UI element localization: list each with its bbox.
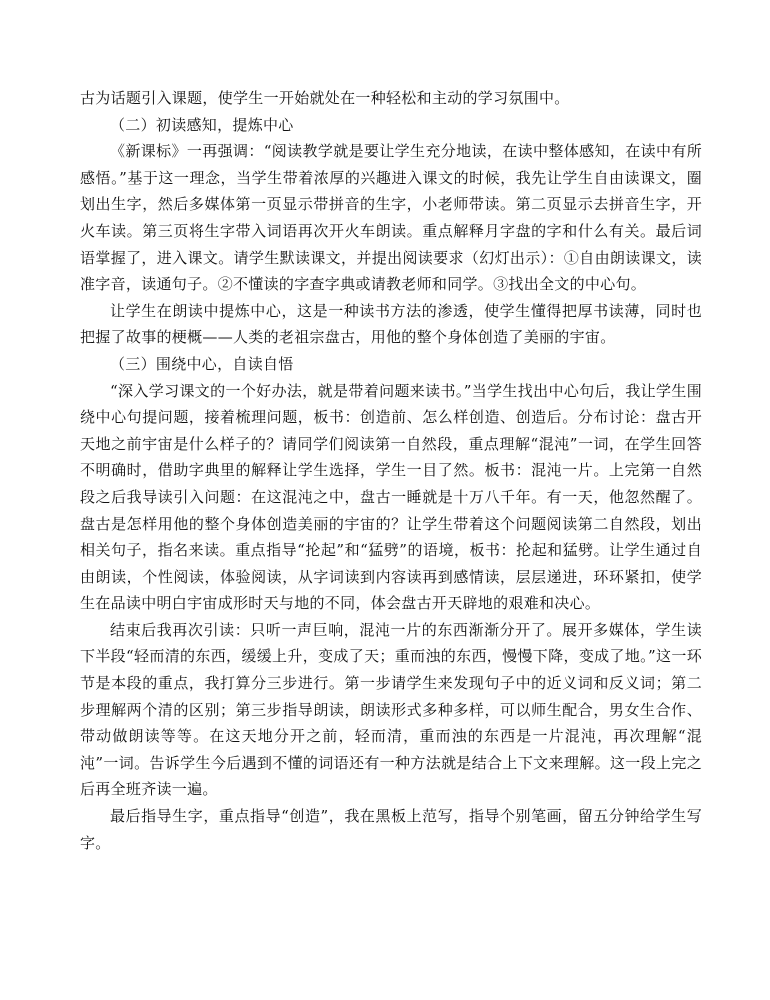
- paragraph-extract-center: 让学生在朗读中提炼中心，这是一种读书方法的渗透，使学生懂得把厚书读薄，同时也把握了故事的梗概——人类的老祖宗盘古，用他的整个身体创造了美丽的宇宙。: [80, 301, 702, 347]
- paragraph-deep-learning: “深入学习课文的一个好办法，就是带着问题来读书。”当学生找出中心句后，我让学生围绕中心句提问题，接着梳理问题，板书：创造前、怎么样创造、创造后。分布讨论：盘古开天地之前宇宙是什么样子的？请同学们阅读第一自然段，重点理解“混沌”一词，在学生回答不明确时，借助字典里的解释让学生选择，学生一目了然。板书：混沌一片。上完第一自然段之后我导读引入问题：在这混沌之中，盘古一睡就是十万八千年。有一天，他忽然醒了。盘古是怎样用他的整个身体创造美丽的宇宙的？让学生带着这个问题阅读第二自然段，划出相关句子，指名来读。重点指导“抡起”和“猛劈”的语境，板书：抡起和猛劈。让学生通过自由朗读，个性阅读，体验阅读，从字词读到内容读再到感情读，层层递进，环环紧扣，使学生在品读中明白宇宙成形时天与地的不同，体会盘古开天辟地的艰难和决心。: [80, 381, 702, 613]
- section-heading-2: （二）初读感知，提炼中心: [110, 115, 294, 134]
- paragraph-character-writing: 最后指导生字，重点指导“创造”，我在黑板上范写，指导个别笔画，留五分钟给学生写字。: [80, 807, 702, 852]
- document-page: [80, 85, 702, 856]
- paragraph-new-curriculum: 《新课标》一再强调：“阅读教学就是要让学生充分地读，在读中整体感知，在读中有所感悟。”基于这一理念，当学生带着浓厚的兴趣进入课文的时候，我先让学生自由读课文，圈划出生字，然后多媒体第一页显示带拼音的生字，小老师带读。第二页显示去拼音生字，开火车读。第三页将生字带入词语再次开火车朗读。重点解释月字盘的字和什么有关。最后词语掌握了，进入课文。请学生默读课文，并提出阅读要求（幻灯出示）：①自由朗读课文，读准字音，读通句子。②不懂读的字查字典或请教老师和同学。③找出全文的中心句。: [80, 142, 702, 294]
- paragraph-intro-continuation: 古为话题引入课题，使学生一开始就处在一种轻松和主动的学习氛围中。: [80, 89, 570, 107]
- section-heading-3: （三）围绕中心，自读自悟: [110, 354, 294, 373]
- paragraph-guided-reading: 结束后我再次引读：只听一声巨响，混沌一片的东西渐渐分开了。展开多媒体，学生读下半段“轻而清的东西，缓缓上升，变成了天；重而浊的东西，慢慢下降，变成了地。”这一环节是本段的重点，我打算分三步进行。第一步请学生来发现句子中的近义词和反义词；第二步理解两个清的区别；第三步指导朗读，朗读形式多种多样，可以师生配合，男女生合作、带动做朗读等等。在这天地分开之前，轻而清，重而浊的东西是一片混沌，再次理解“混沌”一词。告诉学生今后遇到不懂的词语还有一种方法就是结合上下文来理解。这一段上完之后再全班齐读一遍。: [80, 620, 702, 799]
